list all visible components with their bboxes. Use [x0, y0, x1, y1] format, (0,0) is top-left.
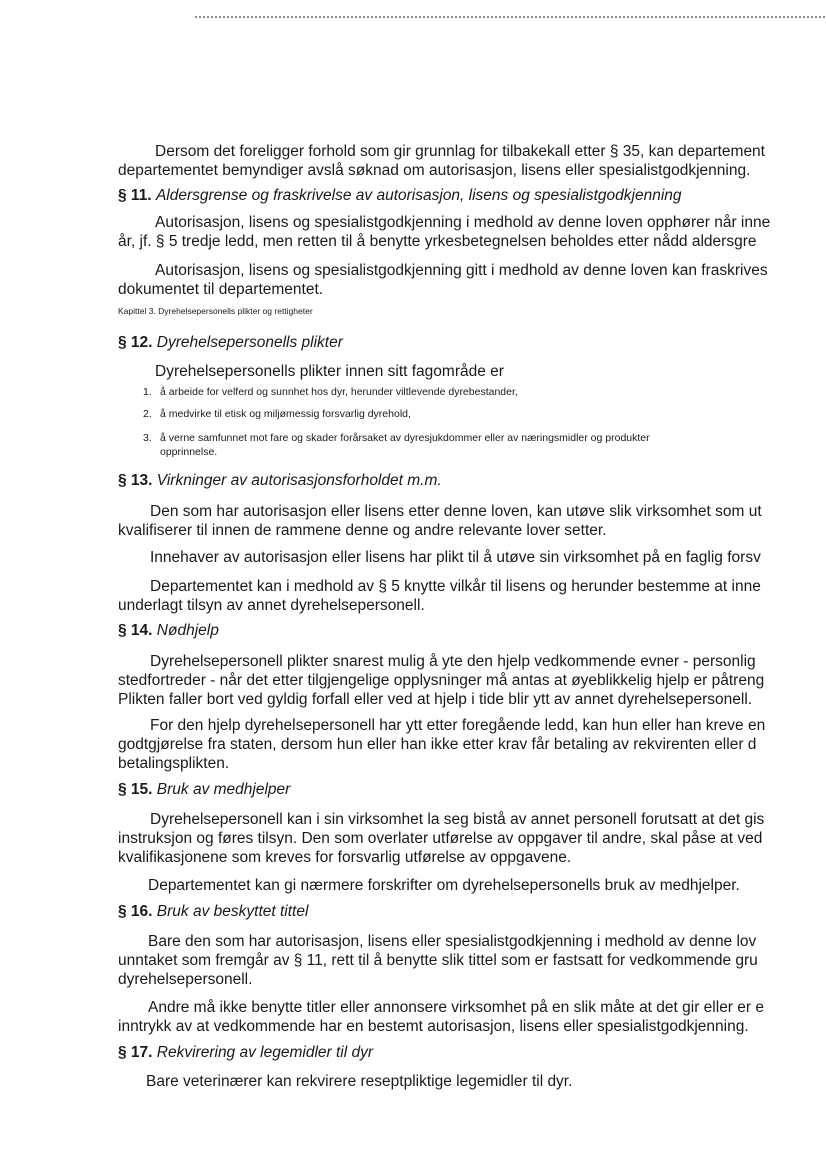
- body-text-line: departementet bemyndiger avslå søknad om autorisasjon, lisens eller spesialistgodkjenning.: [118, 162, 751, 179]
- section-title: Bruk av beskyttet tittel: [156, 903, 309, 920]
- body-text-line: inntrykk av at vedkommende har en bestemt autorisasjon, lisens eller spesialistgodkjenning.: [118, 1018, 749, 1035]
- list-item-continuation: opprinnelse.: [160, 446, 218, 458]
- list-item: [143, 408, 411, 421]
- body-text-line: år, jf. § 5 tredje ledd, men retten til å benytte yrkesbetegnelsen beholdes etter nådd aldersgre: [118, 233, 757, 250]
- body-text-line: instruksjon og føres tilsyn. Den som overlater utførelse av oppgaver til andre, skal påse at ved: [118, 830, 763, 847]
- body-text-line: Autorisasjon, lisens og spesialistgodkjenning gitt i medhold av denne loven kan fraskrives: [155, 262, 768, 279]
- body-text-line: unntaket som fremgår av § 11, rett til å benytte slik tittel som er fastsatt for vedkommende gru: [118, 952, 758, 969]
- section-heading: [118, 334, 343, 352]
- body-text-line: Innehaver av autorisasjon eller lisens har plikt til å utøve sin virksomhet på en faglig forsv: [150, 549, 761, 566]
- section-heading: [118, 903, 308, 921]
- body-text-line: godtgjørelse fra staten, dersom hun eller han ikke etter krav får betaling av rekvirenten eller d: [118, 736, 757, 753]
- body-text-line: stedfortreder - når det etter tilgjengelige opplysninger må antas at øyeblikkelig hjelp er påtreng: [118, 672, 765, 689]
- section-heading: [118, 781, 290, 799]
- body-text-line: Bare den som har autorisasjon, lisens eller spesialistgodkjenning i medhold av denne lov: [148, 933, 757, 950]
- body-text-line: betalingsplikten.: [118, 755, 230, 772]
- list-item: [143, 432, 650, 445]
- body-text-line: Andre må ikke benytte titler eller annonsere virksomhet på en slik måte at det gir eller er e: [148, 999, 764, 1016]
- body-text-line: kvalifikasjonene som kreves for forsvarlig utførelse av oppgavene.: [118, 849, 572, 866]
- body-text-line: kvalifiserer til innen de rammene denne og andre relevante lover setter.: [118, 522, 607, 539]
- section-title: Bruk av medhjelper: [156, 781, 291, 798]
- body-text-line: Departementet kan i medhold av § 5 knytte vilkår til lisens og herunder bestemme at inne: [150, 578, 761, 595]
- section-number: § 11.: [118, 187, 152, 204]
- body-text-line: Den som har autorisasjon eller lisens etter denne loven, kan utøve slik virksomhet som ut: [150, 503, 762, 520]
- body-text-line: underlagt tilsyn av annet dyrehelsepersonell.: [118, 597, 425, 614]
- section-number: § 15.: [118, 781, 153, 798]
- body-text-line: Autorisasjon, lisens og spesialistgodkjenning i medhold av denne loven opphører når inne: [155, 214, 771, 231]
- body-text-line: Dyrehelsepersonells plikter innen sitt fagområde er: [155, 363, 504, 380]
- body-text-line: dyrehelsepersonell.: [118, 971, 253, 988]
- list-item-number: 3.: [143, 432, 152, 444]
- section-heading: [118, 1044, 373, 1062]
- section-number: § 14.: [118, 622, 153, 639]
- section-number: § 12.: [118, 334, 153, 351]
- body-text-line: Bare veterinærer kan rekvirere reseptpliktige legemidler til dyr.: [146, 1073, 573, 1090]
- list-item-number: 1.: [143, 386, 152, 398]
- section-title: Nødhjelp: [156, 622, 219, 639]
- body-text-line: dokumentet til departementet.: [118, 281, 324, 298]
- body-text-line: Dyrehelsepersonell kan i sin virksomhet la seg bistå av annet personell forutsatt at det gis: [150, 811, 765, 828]
- body-text-line: Plikten faller bort ved gyldig forfall eller ved at hjelp i tide blir ytt av annet dyrehelsepersonell.: [118, 691, 753, 708]
- section-heading: [118, 187, 682, 205]
- section-title: Virkninger av autorisasjonsforholdet m.m.: [156, 472, 442, 489]
- section-heading: [118, 472, 442, 490]
- section-number: § 16.: [118, 903, 153, 920]
- section-title: Dyrehelsepersonells plikter: [156, 334, 343, 351]
- body-text-line: Departementet kan gi nærmere forskrifter om dyrehelsepersonells bruk av medhjelper.: [148, 877, 740, 894]
- list-item-number: 2.: [143, 408, 152, 420]
- body-text-line: Dyrehelsepersonell plikter snarest mulig å yte den hjelp vedkommende evner - personlig: [150, 653, 756, 670]
- list-item: [143, 386, 518, 399]
- body-text-line: Dersom det foreligger forhold som gir grunnlag for tilbakekall etter § 35, kan departement: [155, 143, 765, 160]
- list-item-text: å arbeide for velferd og sunnhet hos dyr, herunder viltlevende dyrebestander,: [160, 386, 518, 398]
- list-item-text: å verne samfunnet mot fare og skader forårsaket av dyresjukdommer eller av næringsmidler og produkter: [160, 432, 650, 444]
- section-title: Aldersgrense og fraskrivelse av autorisasjon, lisens og spesialistgodkjenning: [155, 187, 682, 204]
- chapter-title: Kapittel 3. Dyrehelsepersonells plikter og rettigheter: [118, 306, 313, 316]
- section-number: § 17.: [118, 1044, 153, 1061]
- section-number: § 13.: [118, 472, 153, 489]
- section-heading: [118, 622, 219, 640]
- section-title: Rekvirering av legemidler til dyr: [156, 1044, 374, 1061]
- body-text-line: For den hjelp dyrehelsepersonell har ytt etter foregående ledd, kan hun eller han kreve en: [150, 717, 766, 734]
- list-item-text: å medvirke til etisk og miljømessig forsvarlig dyrehold,: [160, 408, 411, 420]
